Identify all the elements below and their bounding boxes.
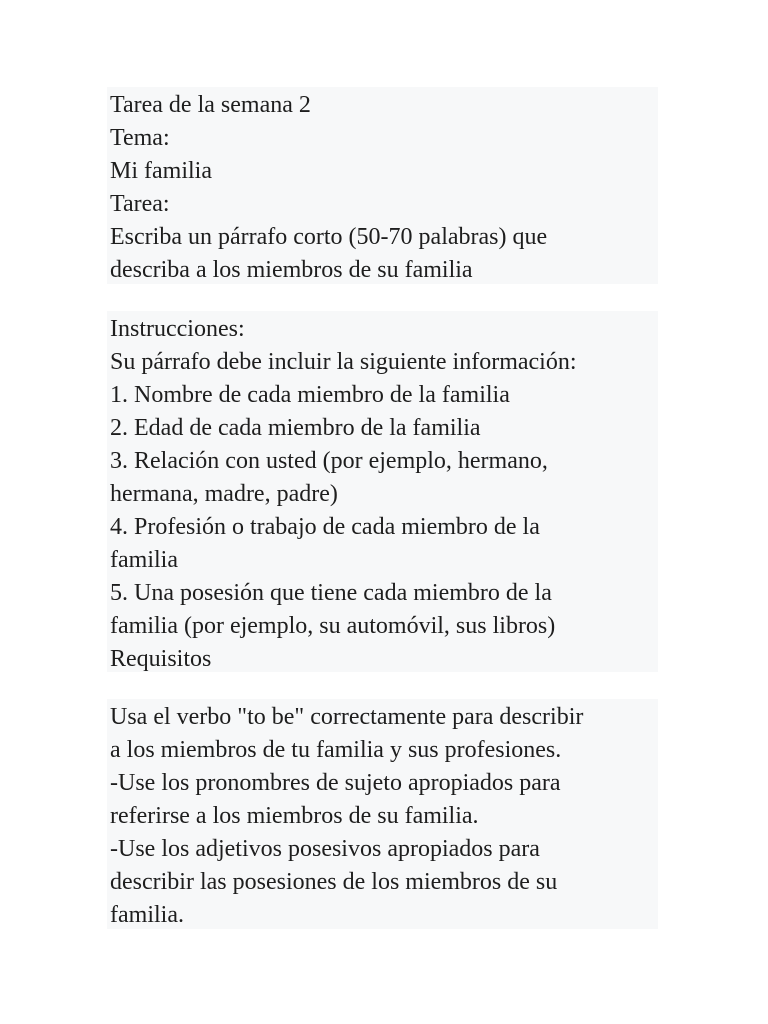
topic-label: Tema: — [110, 125, 170, 151]
instruction-item-continued: familia (por ejemplo, su automóvil, sus libros) — [110, 613, 556, 639]
requirement-line: -Use los pronombres de sujeto apropiados para — [110, 770, 561, 796]
requirements-heading: Requisitos — [110, 646, 212, 672]
task-label: Tarea: — [110, 191, 170, 217]
instruction-item: 5. Una posesión que tiene cada miembro de la — [110, 580, 552, 606]
topic-value: Mi familia — [110, 158, 212, 184]
task-description-line: describa a los miembros de su familia — [110, 257, 473, 283]
requirement-line: Usa el verbo "to be" correctamente para describir — [110, 704, 584, 730]
instruction-item-continued: familia — [110, 547, 178, 573]
requirement-line: describir las posesiones de los miembros de su — [110, 869, 558, 895]
instruction-item: 1. Nombre de cada miembro de la familia — [110, 382, 510, 408]
instructions-block — [107, 311, 658, 672]
week-task-title: Tarea de la semana 2 — [110, 92, 311, 118]
instruction-item: 3. Relación con usted (por ejemplo, hermano, — [110, 448, 548, 474]
requirements-block — [107, 699, 658, 929]
instruction-item-continued: hermana, madre, padre) — [110, 481, 338, 507]
instruction-item: 2. Edad de cada miembro de la familia — [110, 415, 481, 441]
requirement-line: a los miembros de tu familia y sus profesiones. — [110, 737, 562, 763]
requirement-line: referirse a los miembros de su familia. — [110, 803, 479, 829]
task-header-block — [107, 87, 658, 284]
instructions-intro: Su párrafo debe incluir la siguiente información: — [110, 349, 577, 375]
instruction-item: 4. Profesión o trabajo de cada miembro de la — [110, 514, 540, 540]
requirement-line: familia. — [110, 902, 184, 928]
instructions-heading: Instrucciones: — [110, 316, 245, 342]
task-description-line: Escriba un párrafo corto (50-70 palabras) que — [110, 224, 548, 250]
requirement-line: -Use los adjetivos posesivos apropiados para — [110, 836, 540, 862]
